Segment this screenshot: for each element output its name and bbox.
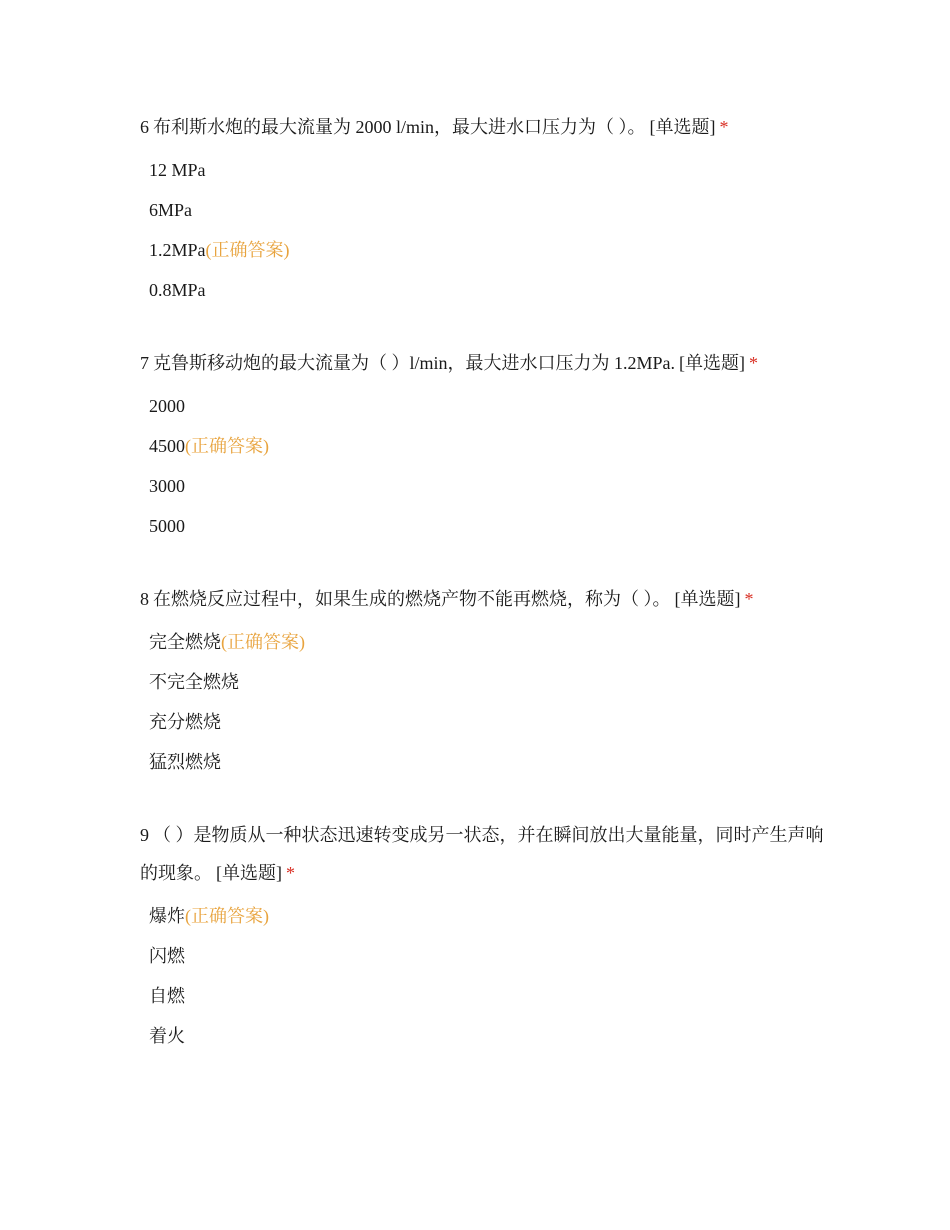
option	[149, 426, 830, 466]
option	[149, 506, 830, 546]
option	[149, 622, 830, 662]
option	[149, 150, 830, 190]
question-7	[140, 344, 830, 546]
option	[149, 702, 830, 742]
question-number: 8	[140, 589, 149, 609]
option-label: 自燃	[149, 986, 185, 1006]
question-number: 9	[140, 825, 149, 845]
required-marker: *	[286, 863, 295, 883]
option	[149, 662, 830, 702]
correct-answer-tag: (正确答案)	[185, 906, 269, 926]
option-list	[140, 150, 830, 310]
question-text: 在燃烧反应过程中，如果生成的燃烧产物不能再燃烧，称为（ ）。	[153, 589, 671, 609]
option	[149, 896, 830, 936]
option	[149, 230, 830, 270]
question-title	[140, 344, 830, 382]
correct-answer-tag: (正确答案)	[205, 240, 290, 260]
option-label: 6MPa	[149, 200, 193, 220]
question-9	[140, 816, 830, 1056]
question-title	[140, 580, 830, 618]
option-label: 不完全燃烧	[149, 672, 239, 692]
question-type: [单选题]	[649, 117, 716, 137]
question-text: （ ）是物质从一种状态迅速转变成另一状态，并在瞬间放出大量能量，同时产生声响的现象。	[140, 825, 824, 883]
option	[149, 976, 830, 1016]
question-8	[140, 580, 830, 782]
required-marker: *	[744, 589, 754, 609]
option	[149, 936, 830, 976]
option-label: 2000	[149, 396, 185, 416]
question-text: 克鲁斯移动炮的最大流量为（ ）l/min，最大进水口压力为 1.2MPa.	[153, 353, 676, 373]
option-label: 4500	[149, 436, 185, 456]
option-label: 完全燃烧	[149, 632, 221, 652]
option	[149, 1016, 830, 1056]
question-6	[140, 108, 830, 310]
question-type: [单选题]	[679, 353, 746, 373]
option	[149, 742, 830, 782]
option-list	[140, 622, 830, 782]
option-label: 猛烈燃烧	[149, 752, 221, 772]
option	[149, 386, 830, 426]
option	[149, 270, 830, 310]
option-list	[140, 896, 830, 1056]
correct-answer-tag: (正确答案)	[221, 632, 305, 652]
option-label: 3000	[149, 476, 185, 496]
required-marker: *	[749, 353, 759, 373]
option	[149, 190, 830, 230]
option-label: 着火	[149, 1026, 185, 1046]
option	[149, 466, 830, 506]
question-type: [单选题]	[674, 589, 741, 609]
required-marker: *	[719, 117, 729, 137]
option-label: 闪燃	[149, 946, 185, 966]
question-number: 7	[140, 353, 149, 373]
option-label: 充分燃烧	[149, 712, 221, 732]
question-text: 布利斯水炮的最大流量为 2000 l/min，最大进水口压力为（ ）。	[153, 117, 646, 137]
option-label: 0.8MPa	[149, 280, 206, 300]
option-list	[140, 386, 830, 546]
question-number: 6	[140, 117, 149, 137]
option-label: 12 MPa	[149, 160, 206, 180]
option-label: 爆炸	[149, 906, 185, 926]
option-label: 5000	[149, 516, 185, 536]
correct-answer-tag: (正确答案)	[185, 436, 269, 456]
option-label: 1.2MPa	[149, 240, 206, 260]
question-title	[140, 816, 830, 892]
question-type: [单选题]	[216, 863, 282, 883]
quiz-document	[140, 108, 830, 1090]
question-title	[140, 108, 830, 146]
